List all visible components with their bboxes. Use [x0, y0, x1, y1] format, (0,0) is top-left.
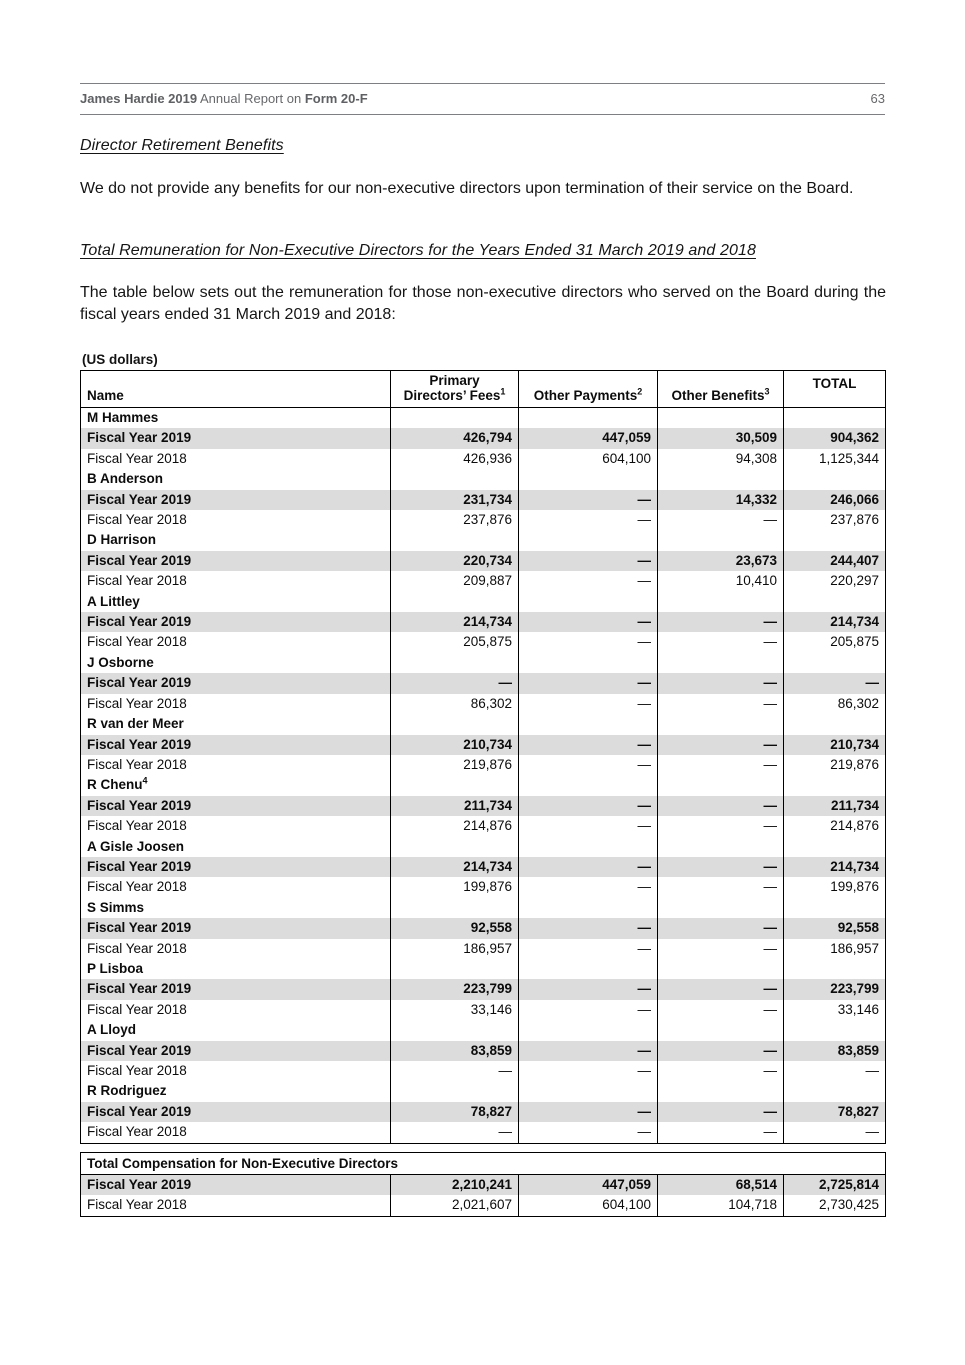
- fiscal-year-2018-row: [81, 510, 886, 530]
- primary-fees-value: 33,146: [391, 1000, 519, 1020]
- total-value: —: [784, 1122, 886, 1143]
- other-payments-value: —: [519, 979, 658, 999]
- col-header-primary-fees: [391, 371, 519, 408]
- other-payments-value: —: [519, 1102, 658, 1122]
- fiscal-year-2019-row: [81, 979, 886, 999]
- fiscal-year-label: Fiscal Year 2018: [87, 1063, 187, 1078]
- fiscal-year-label: Fiscal Year 2018: [87, 450, 187, 466]
- other-benefits-value: 30,509: [658, 428, 784, 448]
- total-value: —: [784, 1061, 886, 1081]
- primary-fees-value: —: [391, 1061, 519, 1081]
- footnote-ref-4: 4: [142, 775, 148, 786]
- other-payments-value: —: [519, 571, 658, 591]
- fiscal-year-label: Fiscal Year 2018: [87, 634, 187, 650]
- other-benefits-value: —: [658, 1122, 784, 1143]
- fiscal-year-label: Fiscal Year 2018: [87, 818, 187, 834]
- empty-cell: [519, 530, 658, 550]
- primary-fees-value: 214,876: [391, 816, 519, 836]
- other-benefits-value: —: [658, 1000, 784, 1020]
- director-name: A Littley: [87, 593, 140, 609]
- other-payments-value: —: [519, 877, 658, 897]
- director-name-row: [81, 653, 886, 673]
- other-payments-value: —: [519, 1122, 658, 1143]
- primary-fees-value: 78,827: [391, 1102, 519, 1122]
- other-benefits-value: 68,514: [658, 1175, 784, 1196]
- director-name-row: [81, 959, 886, 979]
- empty-cell: [519, 469, 658, 489]
- other-benefits-value: —: [658, 1041, 784, 1061]
- other-payments-value: —: [519, 490, 658, 510]
- empty-cell: [784, 959, 886, 979]
- total-value: 214,734: [784, 612, 886, 632]
- empty-cell: [391, 653, 519, 673]
- empty-cell: [658, 837, 784, 857]
- page-number: 63: [870, 91, 885, 106]
- other-payments-value: —: [519, 1061, 658, 1081]
- other-benefits-value: 10,410: [658, 571, 784, 591]
- fiscal-year-label: Fiscal Year 2019: [81, 428, 391, 448]
- currency-note: (US dollars): [82, 352, 158, 367]
- primary-fees-value: 2,021,607: [391, 1195, 519, 1216]
- paragraph-retirement-benefits: We do not provide any benefits for our non-executive directors upon termination of their service on the Board.: [80, 180, 854, 197]
- fiscal-year-label: Fiscal Year 2018: [87, 1124, 187, 1140]
- other-payments-value: 604,100: [519, 449, 658, 469]
- empty-cell: [658, 1081, 784, 1101]
- primary-fees-value: 231,734: [391, 490, 519, 510]
- other-benefits-value: —: [658, 939, 784, 959]
- empty-cell: [658, 898, 784, 918]
- fiscal-year-label: Fiscal Year 2018: [87, 512, 187, 528]
- report-title-form: Form 20-F: [304, 91, 368, 106]
- empty-cell: [784, 469, 886, 489]
- other-benefits-value: —: [658, 632, 784, 652]
- total-value: 92,558: [784, 918, 886, 938]
- director-name-row: [81, 530, 886, 550]
- col-header-other-benefits: [658, 371, 784, 408]
- footnote-ref-1: 1: [500, 386, 506, 397]
- director-name-row: [81, 408, 886, 429]
- section-heading-total-remuneration: Total Remuneration for Non-Executive Directors for the Years Ended 31 March 2019 and 2018: [80, 242, 756, 259]
- footnote-ref-3: 3: [764, 386, 770, 397]
- total-value: 78,827: [784, 1102, 886, 1122]
- other-payments-value: —: [519, 755, 658, 775]
- director-name: A Gisle Joosen: [87, 838, 185, 854]
- fiscal-year-2018-row: [81, 1195, 886, 1216]
- fiscal-year-2018-row: [81, 694, 886, 714]
- total-value: 210,734: [784, 735, 886, 755]
- report-title-brand: James Hardie 2019: [80, 91, 198, 106]
- footnote-ref-2: 2: [637, 386, 643, 397]
- fiscal-year-2018-row: [81, 755, 886, 775]
- other-benefits-value: —: [658, 918, 784, 938]
- other-payments-value: —: [519, 939, 658, 959]
- fiscal-year-2019-row: [81, 1175, 886, 1196]
- fiscal-year-label: Fiscal Year 2019: [81, 796, 391, 816]
- other-benefits-value: —: [658, 857, 784, 877]
- total-value: 219,876: [784, 755, 886, 775]
- fiscal-year-2019-row: [81, 551, 886, 571]
- primary-fees-value: 220,734: [391, 551, 519, 571]
- fiscal-year-label: Fiscal Year 2019: [81, 1102, 391, 1122]
- empty-cell: [519, 959, 658, 979]
- fiscal-year-2018-row: [81, 571, 886, 591]
- total-value: 186,957: [784, 939, 886, 959]
- director-name: B Anderson: [87, 471, 164, 487]
- primary-fees-value: 426,936: [391, 449, 519, 469]
- empty-cell: [658, 469, 784, 489]
- primary-fees-value: 92,558: [391, 918, 519, 938]
- col-header-total: TOTAL: [784, 371, 886, 408]
- fiscal-year-label: Fiscal Year 2018: [87, 756, 187, 772]
- empty-cell: [519, 408, 658, 429]
- director-name: P Lisboa: [87, 960, 144, 976]
- col-header-fees-line1: Primary: [429, 373, 480, 388]
- header-rule-top: [80, 83, 885, 84]
- total-value: —: [784, 673, 886, 693]
- total-value: 211,734: [784, 796, 886, 816]
- empty-cell: [391, 1081, 519, 1101]
- other-payments-value: —: [519, 1041, 658, 1061]
- fiscal-year-2018-row: [81, 1061, 886, 1081]
- empty-cell: [391, 898, 519, 918]
- total-value: 2,730,425: [784, 1195, 886, 1216]
- empty-cell: [519, 837, 658, 857]
- empty-cell: [391, 775, 519, 795]
- empty-cell: [519, 1081, 658, 1101]
- fiscal-year-label: Fiscal Year 2018: [87, 573, 187, 589]
- empty-cell: [519, 592, 658, 612]
- director-name: R Chenu$^4$: [87, 775, 148, 793]
- fiscal-year-label: Fiscal Year 2019: [81, 918, 391, 938]
- total-compensation-label: Total Compensation for Non-Executive Directors: [81, 1153, 886, 1175]
- other-payments-value: —: [519, 796, 658, 816]
- fiscal-year-2018-row: [81, 449, 886, 469]
- col-header-payments-label: Other Payments: [533, 388, 638, 403]
- other-benefits-value: —: [658, 510, 784, 530]
- fiscal-year-2019-row: [81, 735, 886, 755]
- other-payments-value: —: [519, 632, 658, 652]
- other-benefits-value: 23,673: [658, 551, 784, 571]
- other-benefits-value: —: [658, 735, 784, 755]
- total-value: 83,859: [784, 1041, 886, 1061]
- total-compensation-header-row: [81, 1153, 886, 1175]
- empty-cell: [784, 898, 886, 918]
- primary-fees-value: —: [391, 1122, 519, 1143]
- director-name: S Simms: [87, 899, 145, 915]
- director-name-row: [81, 1020, 886, 1040]
- other-benefits-value: 94,308: [658, 449, 784, 469]
- empty-cell: [391, 408, 519, 429]
- empty-cell: [784, 653, 886, 673]
- remuneration-table: [80, 370, 886, 1144]
- fiscal-year-label: Fiscal Year 2019: [81, 673, 391, 693]
- other-payments-value: 604,100: [519, 1195, 658, 1216]
- fiscal-year-2019-row: [81, 490, 886, 510]
- empty-cell: [658, 530, 784, 550]
- fiscal-year-label: Fiscal Year 2019: [81, 735, 391, 755]
- empty-cell: [519, 714, 658, 734]
- director-name: M Hammes: [87, 410, 159, 425]
- primary-fees-value: 199,876: [391, 877, 519, 897]
- total-value: 220,297: [784, 571, 886, 591]
- header-rule-bottom: [80, 114, 885, 115]
- director-name-row: [81, 1081, 886, 1101]
- empty-cell: [784, 1081, 886, 1101]
- primary-fees-value: 86,302: [391, 694, 519, 714]
- director-name: D Harrison: [87, 532, 157, 548]
- total-value: 214,734: [784, 857, 886, 877]
- director-name-row: [81, 714, 886, 734]
- empty-cell: [391, 592, 519, 612]
- director-name: R Rodriguez: [87, 1083, 167, 1099]
- fiscal-year-2018-row: [81, 632, 886, 652]
- other-benefits-value: —: [658, 755, 784, 775]
- total-value: 246,066: [784, 490, 886, 510]
- empty-cell: [391, 714, 519, 734]
- empty-cell: [658, 592, 784, 612]
- other-payments-value: 447,059: [519, 1175, 658, 1196]
- total-value: 199,876: [784, 877, 886, 897]
- fiscal-year-label: Fiscal Year 2019: [81, 857, 391, 877]
- total-compensation-table: [80, 1152, 886, 1217]
- total-value: 205,875: [784, 632, 886, 652]
- empty-cell: [658, 714, 784, 734]
- empty-cell: [658, 775, 784, 795]
- col-header-fees-line2: Directors’ Fees: [403, 388, 501, 403]
- fiscal-year-label: Fiscal Year 2019: [81, 490, 391, 510]
- fiscal-year-2019-row: [81, 612, 886, 632]
- director-name-row: [81, 469, 886, 489]
- other-payments-value: —: [519, 857, 658, 877]
- primary-fees-value: 426,794: [391, 428, 519, 448]
- primary-fees-value: —: [391, 673, 519, 693]
- fiscal-year-2018-row: [81, 1122, 886, 1143]
- total-value: 904,362: [784, 428, 886, 448]
- empty-cell: [658, 653, 784, 673]
- fiscal-year-label: Fiscal Year 2019: [81, 1175, 391, 1196]
- other-payments-value: —: [519, 816, 658, 836]
- other-benefits-value: —: [658, 1102, 784, 1122]
- primary-fees-value: 211,734: [391, 796, 519, 816]
- fiscal-year-2019-row: [81, 1041, 886, 1061]
- fiscal-year-label: Fiscal Year 2018: [87, 940, 187, 956]
- other-payments-value: 447,059: [519, 428, 658, 448]
- empty-cell: [658, 959, 784, 979]
- total-value: 86,302: [784, 694, 886, 714]
- empty-cell: [784, 714, 886, 734]
- other-payments-value: —: [519, 551, 658, 571]
- table-header-row: [81, 371, 886, 408]
- fiscal-year-2019-row: [81, 428, 886, 448]
- other-benefits-value: —: [658, 694, 784, 714]
- col-header-name: Name: [81, 371, 391, 408]
- other-payments-value: —: [519, 1000, 658, 1020]
- primary-fees-value: 2,210,241: [391, 1175, 519, 1196]
- director-name: J Osborne: [87, 654, 154, 670]
- other-payments-value: —: [519, 735, 658, 755]
- empty-cell: [391, 1020, 519, 1040]
- empty-cell: [784, 530, 886, 550]
- other-benefits-value: —: [658, 673, 784, 693]
- other-payments-value: —: [519, 694, 658, 714]
- fiscal-year-2019-row: [81, 1102, 886, 1122]
- director-name-row: [81, 837, 886, 857]
- other-benefits-value: —: [658, 796, 784, 816]
- director-name-row: [81, 592, 886, 612]
- running-header: [80, 91, 885, 106]
- fiscal-year-2019-row: [81, 673, 886, 693]
- paragraph-table-intro: The table below sets out the remuneration for those non-executive directors who served on the Board during the fiscal years ended 31 March 2019 and 2018:: [80, 284, 886, 323]
- other-payments-value: —: [519, 918, 658, 938]
- primary-fees-value: 186,957: [391, 939, 519, 959]
- empty-cell: [519, 775, 658, 795]
- fiscal-year-label: Fiscal Year 2018: [87, 695, 187, 711]
- fiscal-year-label: Fiscal Year 2019: [81, 1041, 391, 1061]
- primary-fees-value: 214,734: [391, 612, 519, 632]
- other-benefits-value: 104,718: [658, 1195, 784, 1216]
- fiscal-year-label: Fiscal Year 2019: [81, 551, 391, 571]
- fiscal-year-label: Fiscal Year 2018: [87, 879, 187, 895]
- empty-cell: [784, 837, 886, 857]
- empty-cell: [519, 1020, 658, 1040]
- empty-cell: [784, 1020, 886, 1040]
- empty-cell: [391, 959, 519, 979]
- other-benefits-value: —: [658, 612, 784, 632]
- col-header-benefits-label: Other Benefits: [671, 388, 765, 403]
- fiscal-year-2019-row: [81, 857, 886, 877]
- empty-cell: [658, 408, 784, 429]
- empty-cell: [519, 898, 658, 918]
- other-benefits-value: —: [658, 816, 784, 836]
- empty-cell: [391, 469, 519, 489]
- empty-cell: [519, 653, 658, 673]
- empty-cell: [784, 775, 886, 795]
- other-benefits-value: —: [658, 877, 784, 897]
- col-header-other-payments: [519, 371, 658, 408]
- total-value: 237,876: [784, 510, 886, 530]
- total-value: 244,407: [784, 551, 886, 571]
- other-payments-value: —: [519, 673, 658, 693]
- empty-cell: [658, 1020, 784, 1040]
- empty-cell: [784, 408, 886, 429]
- total-value: 214,876: [784, 816, 886, 836]
- empty-cell: [784, 592, 886, 612]
- director-name: A Lloyd: [87, 1022, 136, 1038]
- primary-fees-value: 214,734: [391, 857, 519, 877]
- fiscal-year-label: Fiscal Year 2018: [87, 1197, 187, 1213]
- fiscal-year-2018-row: [81, 816, 886, 836]
- other-benefits-value: —: [658, 979, 784, 999]
- director-name-row: [81, 775, 886, 795]
- primary-fees-value: 209,887: [391, 571, 519, 591]
- primary-fees-value: 223,799: [391, 979, 519, 999]
- section-heading-director-retirement: Director Retirement Benefits: [80, 137, 284, 154]
- primary-fees-value: 219,876: [391, 755, 519, 775]
- total-value: 33,146: [784, 1000, 886, 1020]
- fiscal-year-label: Fiscal Year 2019: [81, 979, 391, 999]
- director-name: R van der Meer: [87, 716, 184, 732]
- total-value: 1,125,344: [784, 449, 886, 469]
- primary-fees-value: 210,734: [391, 735, 519, 755]
- total-value: 223,799: [784, 979, 886, 999]
- fiscal-year-label: Fiscal Year 2019: [81, 612, 391, 632]
- primary-fees-value: 83,859: [391, 1041, 519, 1061]
- primary-fees-value: 205,875: [391, 632, 519, 652]
- fiscal-year-label: Fiscal Year 2018: [87, 1001, 187, 1017]
- empty-cell: [391, 837, 519, 857]
- total-value: 2,725,814: [784, 1175, 886, 1196]
- other-payments-value: —: [519, 612, 658, 632]
- fiscal-year-2018-row: [81, 939, 886, 959]
- report-title-middle: Annual Report on: [200, 91, 302, 106]
- other-benefits-value: 14,332: [658, 490, 784, 510]
- other-benefits-value: —: [658, 1061, 784, 1081]
- fiscal-year-2019-row: [81, 796, 886, 816]
- primary-fees-value: 237,876: [391, 510, 519, 530]
- report-title: [80, 91, 368, 106]
- director-name-row: [81, 898, 886, 918]
- fiscal-year-2018-row: [81, 877, 886, 897]
- fiscal-year-2018-row: [81, 1000, 886, 1020]
- fiscal-year-2019-row: [81, 918, 886, 938]
- other-payments-value: —: [519, 510, 658, 530]
- empty-cell: [391, 530, 519, 550]
